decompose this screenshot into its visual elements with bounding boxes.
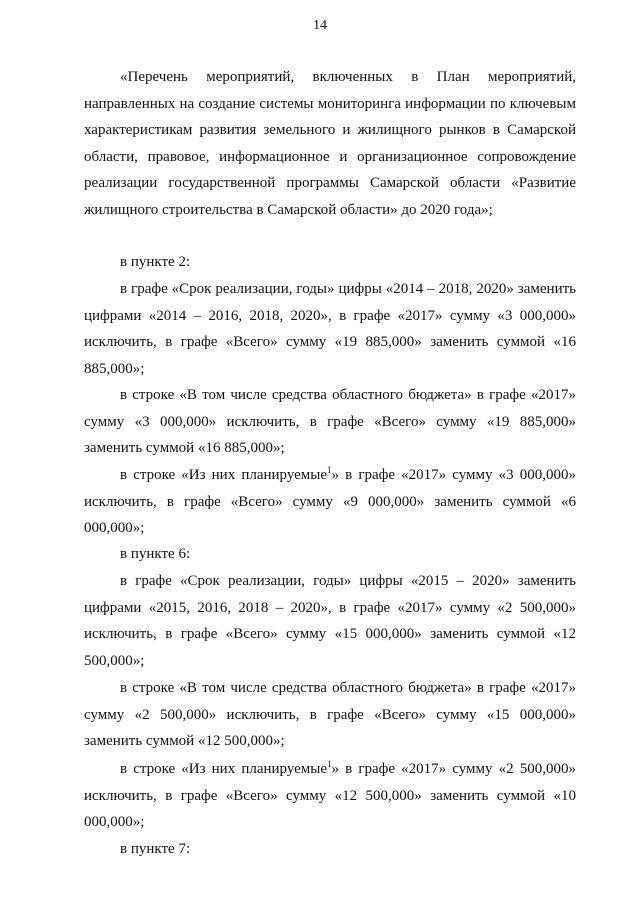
item-2-planned-paragraph [84, 462, 576, 542]
intro-paragraph: «Перечень мероприятий, включенных в План мероприятий, направленных на создание системы мониторинга информации по ключевым характеристикам развития земельного и жилищного рынков в Самарской области, правовое, информационное и организационное сопровождение реализации государственной программы Самарской области «Развитие жилищного строительства в Самарской области» до 2020 года»; [84, 69, 576, 218]
item-2-regional-budget-paragraph: в строке «В том числе средства областного бюджета» в графе «2017» сумму «3 000,000» исключить, в графе «Всего» сумму «19 885,000» заменить суммой «16 885,000»; [84, 387, 576, 457]
item-6-planned-paragraph [84, 756, 576, 836]
item-7-heading: в пункте 7: [120, 841, 191, 857]
footnote-marker: 1 [327, 465, 332, 475]
item-6-regional-budget-paragraph: в строке «В том числе средства областного бюджета» в графе «2017» сумму «2 500,000» исключить, в графе «Всего» сумму «15 000,000» заменить суммой «12 500,000»; [84, 680, 576, 750]
item-6-heading: в пункте 6: [120, 546, 191, 562]
item-2-heading: в пункте 2: [120, 254, 191, 270]
item-6-planned-text-start: в строке «Из них планируемые [120, 761, 328, 777]
item-2-planned-text-end: » в графе «2017» сумму «3 000,000» исключить, в графе «Всего» сумму «9 000,000» заменить суммой «6 000,000»; [84, 467, 576, 537]
item-2-term-paragraph: в графе «Срок реализации, годы» цифры «2014 – 2018, 2020» заменить цифрами «2014 – 2016, 2018, 2020», в графе «2017» сумму «3 000,000» исключить, в графе «Всего» сумму «19 885,000» заменить суммой «16 885,000»; [84, 281, 576, 377]
item-2-planned-text-start: в строке «Из них планируемые [120, 467, 328, 483]
page-number: 14 [313, 18, 327, 33]
footnote-marker: 1 [327, 759, 332, 769]
item-6-term-paragraph: в графе «Срок реализации, годы» цифры «2015 – 2020» заменить цифрами «2015, 2016, 2018 – 2020», в графе «2017» сумму «2 500,000» исключить, в графе «Всего» сумму «15 000,000» заменить суммой «12 500,000»; [84, 573, 576, 669]
item-6-planned-text-end: » в графе «2017» сумму «2 500,000» исключить, в графе «Всего» сумму «12 500,000» заменить суммой «10 000,000»; [84, 761, 576, 831]
